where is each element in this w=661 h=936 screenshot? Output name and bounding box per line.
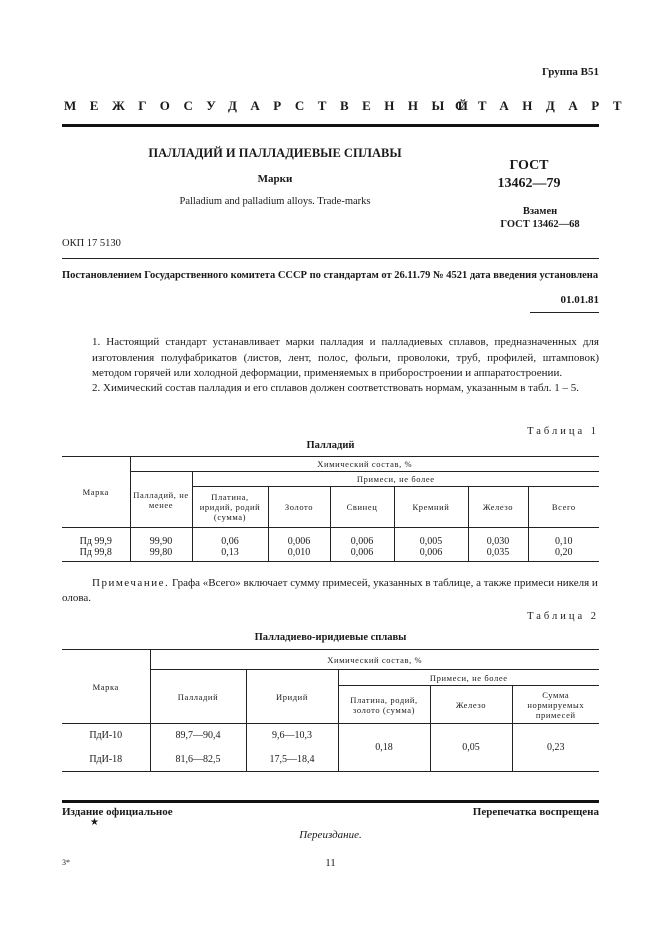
paragraph-1: 1. Настоящий стандарт устанавливает марки палладия и палладиевых сплавов, предназначенных для изготовления полуфабрикатов (листов, лент, полос, фольги, проволоки, труб, профилей, штамповок) методом горячей или холодной деформации, применяемых в приборостроении и аппаратостроении. xyxy=(92,336,599,380)
table1-header-main: Палладий, не менее xyxy=(130,472,192,528)
document-subtitle: Марки xyxy=(257,173,293,185)
table2-title: Палладиево-иридиевые сплавы xyxy=(254,632,407,643)
gost-code: 13462—79 xyxy=(497,176,561,191)
replaces-label: Взамен xyxy=(522,206,558,217)
table-row xyxy=(62,547,599,562)
table1-cell: Пд 99,8 xyxy=(62,547,130,562)
effective-date: 01.01.81 xyxy=(560,294,599,306)
table2 xyxy=(62,649,599,772)
table1-cell: 0,006 xyxy=(330,528,394,547)
table1-cell: 0,06 xyxy=(192,528,268,547)
table1-cell: 0,035 xyxy=(468,547,528,562)
table1-header-mark: Марка xyxy=(62,457,130,528)
table1-header-impurities: Примеси, не более xyxy=(192,472,599,487)
table2-header-iridium: Иридий xyxy=(246,670,338,724)
table-row xyxy=(62,724,599,748)
table-row xyxy=(62,528,599,547)
paragraph-2: 2. Химический состав палладия и его сплавов должен соответствовать нормам, указанным в табл. 1 – 5. xyxy=(92,382,580,394)
footer-rule xyxy=(62,800,599,803)
table1-title: Палладий xyxy=(306,440,355,451)
document-title: ПАЛЛАДИЙ И ПАЛЛАДИЕВЫЕ СПЛАВЫ xyxy=(148,146,402,160)
table1-cell: 0,10 xyxy=(528,528,599,547)
table2-header-chem: Химический состав, % xyxy=(150,650,599,670)
edition-official: Издание официальное xyxy=(62,806,173,818)
note-label: Примечание. xyxy=(92,577,170,589)
table1-header-col: Всего xyxy=(528,487,599,528)
table1-cell: 0,20 xyxy=(528,547,599,562)
okp-code: ОКП 17 5130 xyxy=(62,238,121,249)
table2-cell: ПдИ-10 xyxy=(89,730,123,742)
table1-note xyxy=(62,576,599,606)
table1-cell: 99,90 xyxy=(130,528,192,547)
table1-header-col: Свинец xyxy=(330,487,394,528)
table1-header-col: Платина, иридий, родий (сумма) xyxy=(192,487,268,528)
star-icon: ★ xyxy=(90,817,99,828)
table1-cell: 0,13 xyxy=(192,547,268,562)
table1-cell: 0,006 xyxy=(330,547,394,562)
signature-mark: 3* xyxy=(62,858,70,867)
table2-header-mark: Марка xyxy=(62,650,150,724)
table1 xyxy=(62,456,599,562)
reprint-prohibited: Перепечатка воспрещена xyxy=(472,806,599,818)
okp-rule xyxy=(62,258,599,259)
table1-header-col: Железо xyxy=(468,487,528,528)
table2-header-col: Платина, родий, золото (сумма) xyxy=(338,686,430,724)
header-interstate: МЕЖГОСУДАРСТВЕННЫЙ xyxy=(64,98,482,113)
table2-cell: 17,5—18,4 xyxy=(246,748,338,772)
table2-cell-common: 0,18 xyxy=(338,724,430,772)
replaces-block xyxy=(485,205,595,231)
table1-cell: 0,010 xyxy=(268,547,330,562)
table1-header-chem: Химический состав, % xyxy=(130,457,599,472)
table2-cell-common: 0,23 xyxy=(512,724,599,772)
table2-cell-common: 0,05 xyxy=(430,724,512,772)
table2-number: Таблица 2 xyxy=(527,611,599,622)
table1-cell: Пд 99,9 xyxy=(79,535,112,547)
table1-cell: 0,006 xyxy=(394,547,468,562)
date-rule xyxy=(530,312,599,313)
table2-cell: ПдИ-18 xyxy=(62,748,150,772)
page-number: 11 xyxy=(325,857,336,869)
table1-cell: 0,006 xyxy=(268,528,330,547)
table1-number: Таблица 1 xyxy=(527,426,599,437)
gost-number xyxy=(489,157,569,193)
note-text: Графа «Всего» включает сумму примесей, указанных в таблице, а также примеси никеля и олова. xyxy=(62,577,598,604)
table2-cell: 81,6—82,5 xyxy=(150,748,246,772)
gost-label: ГОСТ xyxy=(509,158,549,173)
table2-header-impurities: Примеси, не более xyxy=(338,670,599,686)
table2-header-col: Сумма нормируемых примесей xyxy=(512,686,599,724)
table1-header-col: Золото xyxy=(268,487,330,528)
table2-cell: 9,6—10,3 xyxy=(246,724,338,748)
table1-cell: 0,005 xyxy=(394,528,468,547)
decree-text: Постановлением Государственного комитета СССР по стандартам от 26.11.79 № 4521 дата введения установлена xyxy=(62,270,599,281)
reissue-note: Переиздание. xyxy=(299,829,362,841)
table2-cell: 89,7—90,4 xyxy=(150,724,246,748)
table2-header-col: Железо xyxy=(430,686,512,724)
replaces-value: ГОСТ 13462—68 xyxy=(500,219,580,230)
table1-cell: 0,030 xyxy=(468,528,528,547)
header-standard: СТАНДАРТ xyxy=(455,98,636,113)
table1-header-col: Кремний xyxy=(394,487,468,528)
group-label: Группа В51 xyxy=(541,66,599,78)
table2-header-palladium: Палладий xyxy=(150,670,246,724)
table1-cell: 99,80 xyxy=(130,547,192,562)
header-rule xyxy=(62,124,599,127)
document-title-english: Palladium and palladium alloys. Trade-marks xyxy=(179,196,371,207)
